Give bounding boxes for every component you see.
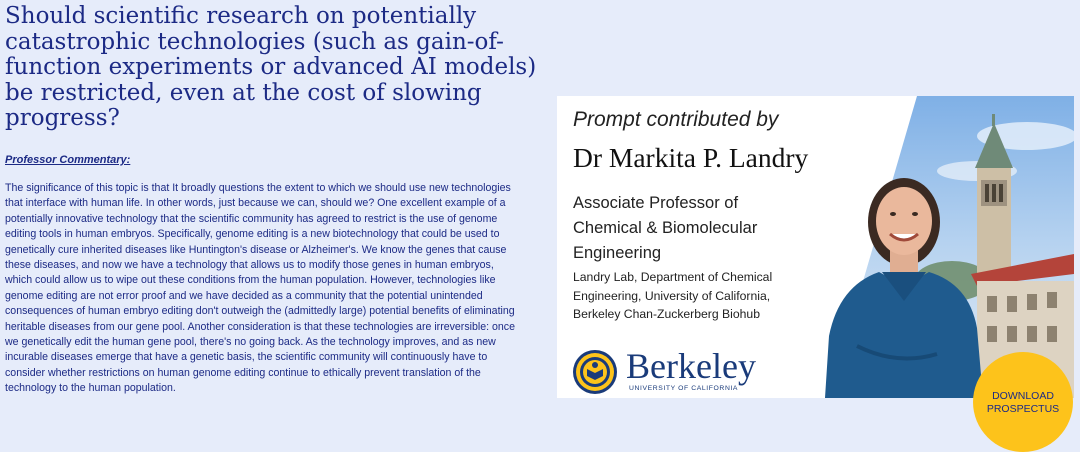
berkeley-wordmark: Berkeley bbox=[626, 346, 756, 386]
university-subtitle: UNIVERSITY OF CALIFORNIA bbox=[629, 385, 739, 392]
commentary-heading: Professor Commentary: bbox=[5, 154, 131, 166]
commentary-body: The significance of this topic is that It broadly questions the extent to which we should use new technologies that interface with human life. In other words, just because we can, should we? One excellent example of a potentially innovative technology that the scientific community has agreed to restrict is the use of genome editing tools in human embryos. Specifically, genome editing is a new biotechnology that could be used to genetically cure inherited diseases like Huntington's disease or Alzheimer's. We know the genes that cause these diseases, and now we have a technology that allows us to modify those genes in human embryos, which could allow us to wipe out these conditions from the human population. However, technologies like genome editing are not error proof and we have decided as a community that the potential unintended consequences of human embryo editing don't outweigh the (admittedly large) potential benefits of eliminating heritable diseases from our gene pool. Another consideration is that these technologies are irreversible: once we genetically edit the human gene pool, there's no going back. As the technology improves, and as new incurable diseases emerge that have a genetic basis, the scientific community will continuously have to consider whether restrictions on human genome editing continue to ethically prevent translation of the technology to the human population. bbox=[5, 182, 515, 395]
uc-seal-icon bbox=[572, 349, 618, 395]
download-prospectus-button[interactable] bbox=[973, 352, 1073, 452]
contributor-card bbox=[557, 96, 1074, 398]
professor-name: Dr Markita P. Landry bbox=[573, 142, 809, 173]
download-prospectus-label: DOWNLOAD PROSPECTUS bbox=[986, 390, 1060, 415]
professor-title: Associate Professor of Chemical & Biomolecular Engineering bbox=[573, 194, 758, 262]
professor-affiliation: Landry Lab, Department of Chemical Engineering, University of California, Berkeley Chan-Zuckerberg Biohub bbox=[573, 270, 773, 321]
question-title: Should scientific research on potentially catastrophic technologies (such as gain-of-function experiments or advanced AI models) be restricted, even at the cost of slowing progress? bbox=[5, 3, 537, 131]
contributed-by-label: Prompt contributed by bbox=[573, 108, 779, 131]
